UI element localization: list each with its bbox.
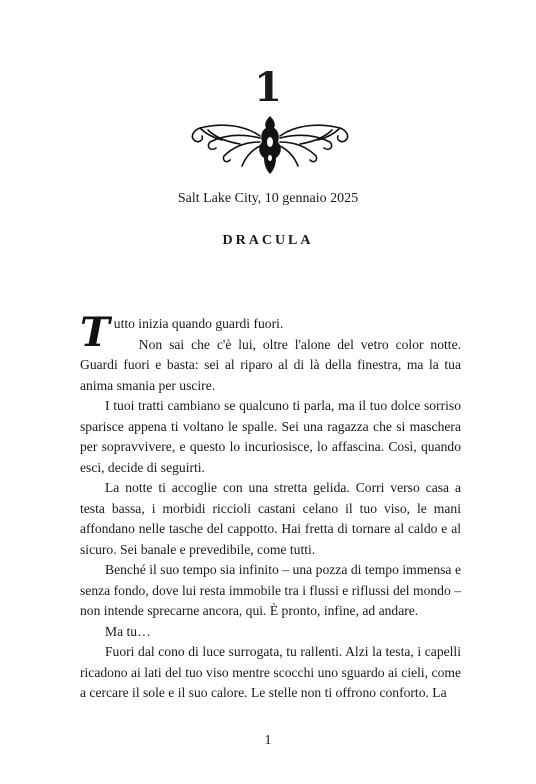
chapter-body	[80, 309, 461, 704]
bat-wing-ornament-icon	[188, 112, 352, 176]
paragraph	[80, 309, 461, 356]
chapter-number: 1	[254, 64, 282, 111]
paragraph: Ma tu…	[105, 623, 151, 639]
paragraph: Non sai che c'è lui, oltre l'alone del vetro color notte. Guardi fuori e basta: sei al riparo al di là della finestra, ma la tua anima smania per uscire.	[80, 336, 461, 393]
paragraph: La notte ti accoglie con una stretta gelida. Corri verso casa a testa bassa, i morbidi riccioli castani celano il tuo viso, le mani affondano nelle tasche del cappotto. Hai fretta di tornare al caldo e al sicuro. Sei banale e prevedibile, come tutti.	[80, 480, 461, 557]
chapter-title: DRACULA	[222, 233, 314, 248]
drop-cap: T	[80, 309, 110, 356]
paragraph: I tuoi tratti cambiano se qualcuno ti parla, ma il tuo dolce sorriso sparisce appena ti voltano le spalle. Sei una ragazza che si maschera per sopravvivere, e questo lo incuriosisce, lo affascina. Così, quando esci, decide di seguirti.	[80, 398, 461, 475]
paragraph-text: utto inizia quando guardi fuori.	[113, 316, 284, 331]
paragraph: Fuori dal cono di luce surrogata, tu rallenti. Alzi la testa, i capelli ricadono ai lati del tuo viso mentre scocchi uno sguardo ai cieli, come a cercare il sole e il suo calore. Le stelle non ti offrono conforto. La	[80, 644, 461, 700]
paragraph: Benché il suo tempo sia infinito – una pozza di tempo immensa e senza fondo, dove lui resta immobile tra i flussi e riflussi del mondo – non intende sprecarne ancora, qui. È pronto, infine, ad andare.	[80, 562, 461, 618]
page-number: 1	[264, 733, 272, 748]
chapter-dateline: Salt Lake City, 10 gennaio 2025	[177, 191, 359, 206]
